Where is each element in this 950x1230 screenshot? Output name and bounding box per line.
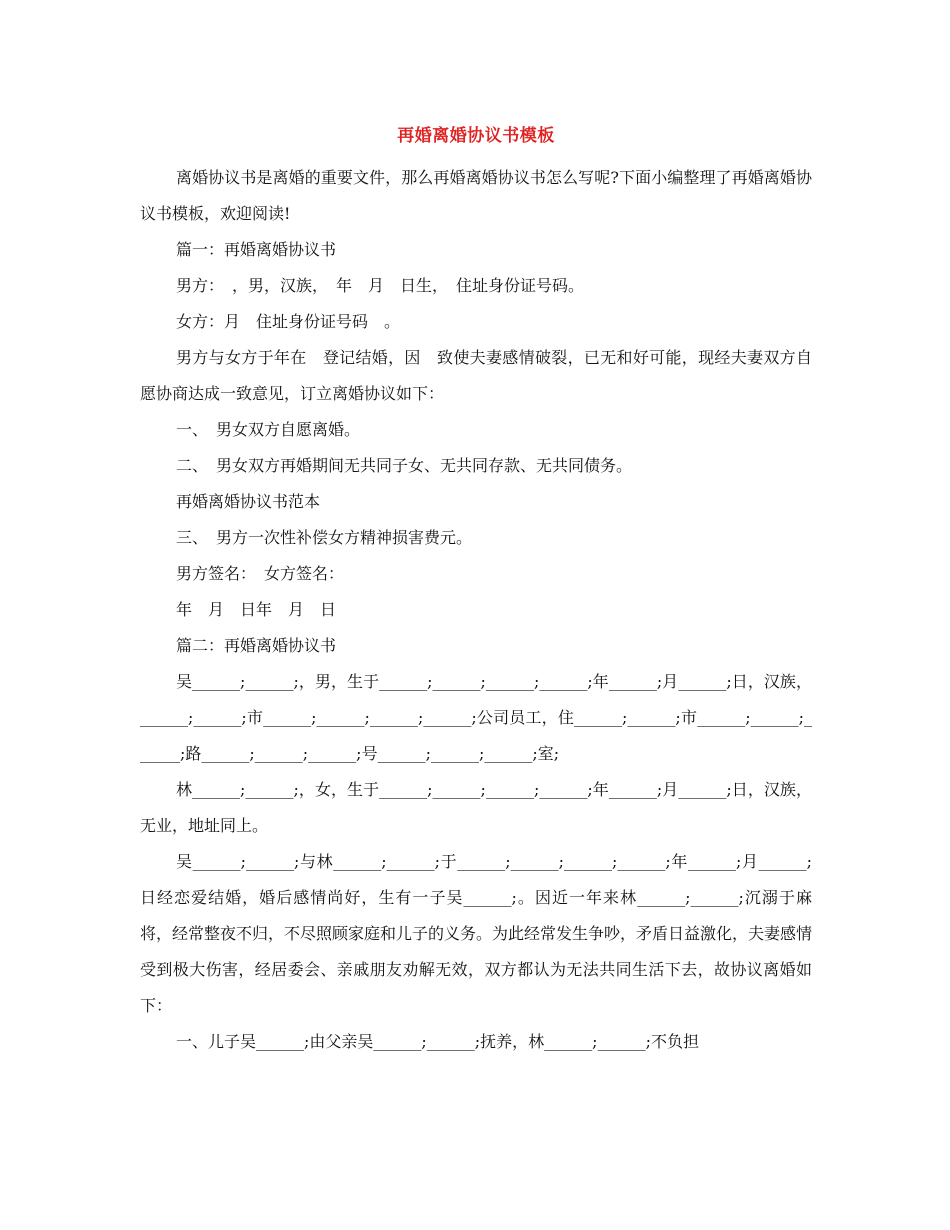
paragraph-marriage-statement: 男方与女方于年在 登记结婚，因 致使夫妻感情破裂，已无和好可能，现经夫妻双方自愿协商达成一致意见，订立离婚协议如下： [140, 348, 812, 403]
paragraph-signatures: 男方签名： 女方签名： [176, 564, 345, 583]
paragraph-wife-info: 林______;______;，女，生于______;______;______;______;年______;月______;日，汉族，无业，地址同上。 [140, 780, 812, 835]
paragraph-section-two-heading: 篇二：再婚离婚协议书 [176, 636, 337, 655]
paragraph-clause-three: 三、 男方一次性补偿女方精神损害费元。 [176, 528, 473, 547]
paragraph-marriage-history: 吴______;______;与林______;______;于______;______;______;______;年______;月______;日经恋爱结婚，婚后感情尚好，生有一子吴______;。因近一年来林______;______;沉溺于麻将，经常整夜不归，不尽照顾家庭和儿子的义务。为此经常发生争吵，矛盾日益激化，夫妻感情受到极大伤害，经居委会、亲戚朋友劝解无效，双方都认为无法共同生活下去，故协议离婚如下： [140, 852, 813, 1015]
paragraph-sample-heading: 再婚离婚协议书范本 [176, 492, 321, 511]
paragraph-female-party: 女方：月 住址身份证号码 。 [176, 312, 401, 331]
paragraph-dates: 年 月 日年 月 日 [176, 600, 337, 619]
document-page [140, 0, 812, 1230]
document-title: 再婚离婚协议书模板 [397, 126, 555, 146]
paragraph-custody-clause: 一、儿子吴______;由父亲吴______;______;抚养，林______;______;不负担 [176, 1032, 699, 1051]
paragraph-clause-two: 二、 男女双方再婚期间无共同子女、无共同存款、无共同债务。 [176, 456, 633, 475]
paragraph-male-party: 男方： ，男，汉族， 年 月 日生， 住址身份证号码。 [176, 276, 585, 295]
paragraph-intro: 离婚协议书是离婚的重要文件，那么再婚离婚协议书怎么写呢?下面小编整理了再婚离婚协议书模板，欢迎阅读! [140, 168, 812, 223]
document-body [140, 160, 812, 1060]
paragraph-husband-info: 吴______;______;，男，生于______;______;______;______;年______;月______;日，汉族，______;______;市______;______;______;______;公司员工，住______;______;市______;______;______;路______;______;______;号______;______;______;室; [140, 672, 812, 763]
paragraph-section-one-heading: 篇一：再婚离婚协议书 [176, 240, 337, 259]
paragraph-clause-one: 一、 男女双方自愿离婚。 [176, 420, 361, 439]
